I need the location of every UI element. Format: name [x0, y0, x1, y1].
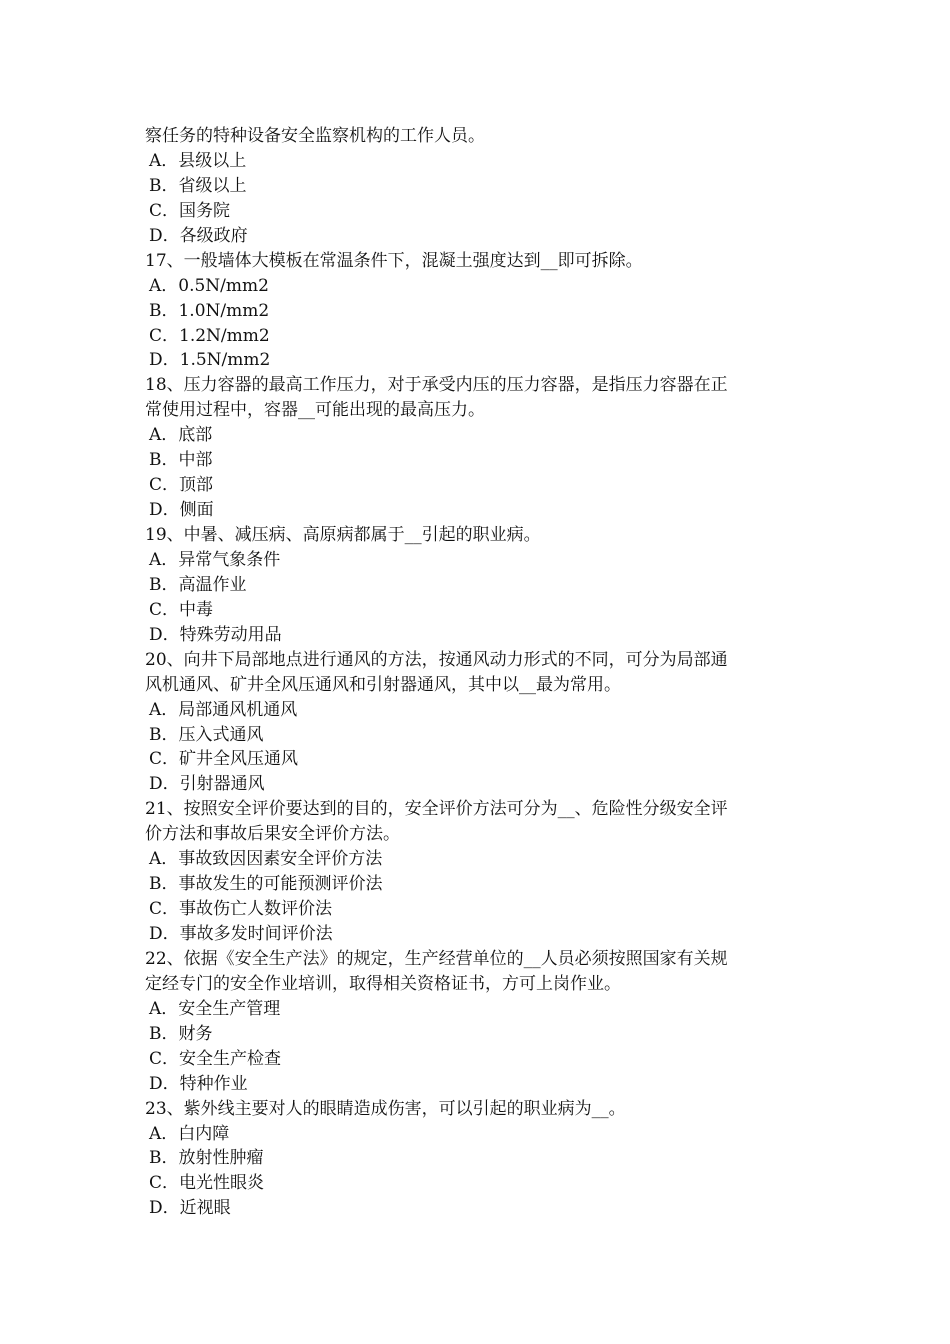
answer-option: D．引射器通风 — [149, 774, 265, 795]
question-text: 察任务的特种设备安全监察机构的工作人员。 — [145, 126, 485, 146]
question-text: 19、中暑、减压病、高原病都属于__引起的职业病。 — [145, 525, 541, 545]
answer-option: D．近视眼 — [149, 1198, 231, 1219]
answer-option: C．中毒 — [149, 599, 214, 620]
question-text: 风机通风、矿井全风压通风和引射器通风，其中以__最为常用。 — [145, 674, 621, 695]
answer-option: D．事故多发时间评价法 — [149, 924, 333, 944]
question-text: 21、按照安全评价要达到的目的，安全评价方法可分为__、危险性分级安全评 — [145, 799, 728, 820]
answer-option: A．县级以上 — [149, 150, 247, 171]
answer-option: D．1.5N/mm2 — [149, 350, 271, 371]
exam-question-list — [145, 124, 810, 1221]
answer-option: D．侧面 — [149, 500, 214, 521]
answer-option: C．1.2N/mm2 — [149, 325, 270, 346]
answer-option: A．异常气象条件 — [149, 549, 281, 570]
answer-option: C．矿井全风压通风 — [149, 749, 299, 770]
answer-option: B．高温作业 — [149, 574, 247, 595]
answer-option: C．安全生产检查 — [149, 1048, 282, 1069]
answer-option: A．事故致因因素安全评价方法 — [149, 849, 383, 870]
answer-option: C．事故伤亡人数评价法 — [149, 899, 333, 920]
answer-option: A．局部通风机通风 — [149, 699, 298, 720]
question-text: 定经专门的安全作业培训，取得相关资格证书，方可上岗作业。 — [145, 973, 621, 994]
answer-option: D．特种作业 — [149, 1073, 248, 1094]
answer-option: B．财务 — [149, 1023, 213, 1044]
answer-option: B．1.0N/mm2 — [149, 300, 270, 321]
answer-option: C．电光性眼炎 — [149, 1173, 265, 1194]
answer-option: C．顶部 — [149, 475, 214, 496]
answer-option: D．各级政府 — [149, 225, 248, 246]
question-text: 常使用过程中，容器__可能出现的最高压力。 — [145, 400, 485, 421]
answer-option: B．中部 — [149, 450, 213, 471]
answer-option: A．白内障 — [149, 1123, 230, 1144]
answer-option: D．特殊劳动用品 — [149, 624, 282, 645]
question-text: 17、一般墙体大模板在常温条件下，混凝土强度达到__即可拆除。 — [145, 250, 643, 271]
answer-option: B．事故发生的可能预测评价法 — [149, 874, 383, 895]
answer-option: B．放射性肿瘤 — [149, 1148, 264, 1169]
answer-option: B．压入式通风 — [149, 724, 264, 745]
question-text: 18、压力容器的最高工作压力，对于承受内压的压力容器，是指压力容器在正 — [145, 375, 728, 396]
answer-option: B．省级以上 — [149, 175, 247, 196]
answer-option: A．安全生产管理 — [149, 998, 281, 1019]
question-text: 23、紫外线主要对人的眼睛造成伤害，可以引起的职业病为__。 — [145, 1098, 626, 1119]
answer-option: C．国务院 — [149, 200, 231, 221]
answer-option: A．0.5N/mm2 — [149, 275, 269, 296]
answer-option: A．底部 — [149, 425, 213, 446]
question-text: 20、向井下局部地点进行通风的方法，按通风动力形式的不同，可分为局部通 — [145, 649, 728, 670]
question-text: 22、依据《安全生产法》的规定，生产经营单位的__人员必须按照国家有关规 — [145, 948, 728, 969]
question-text: 价方法和事故后果安全评价方法。 — [145, 824, 400, 845]
